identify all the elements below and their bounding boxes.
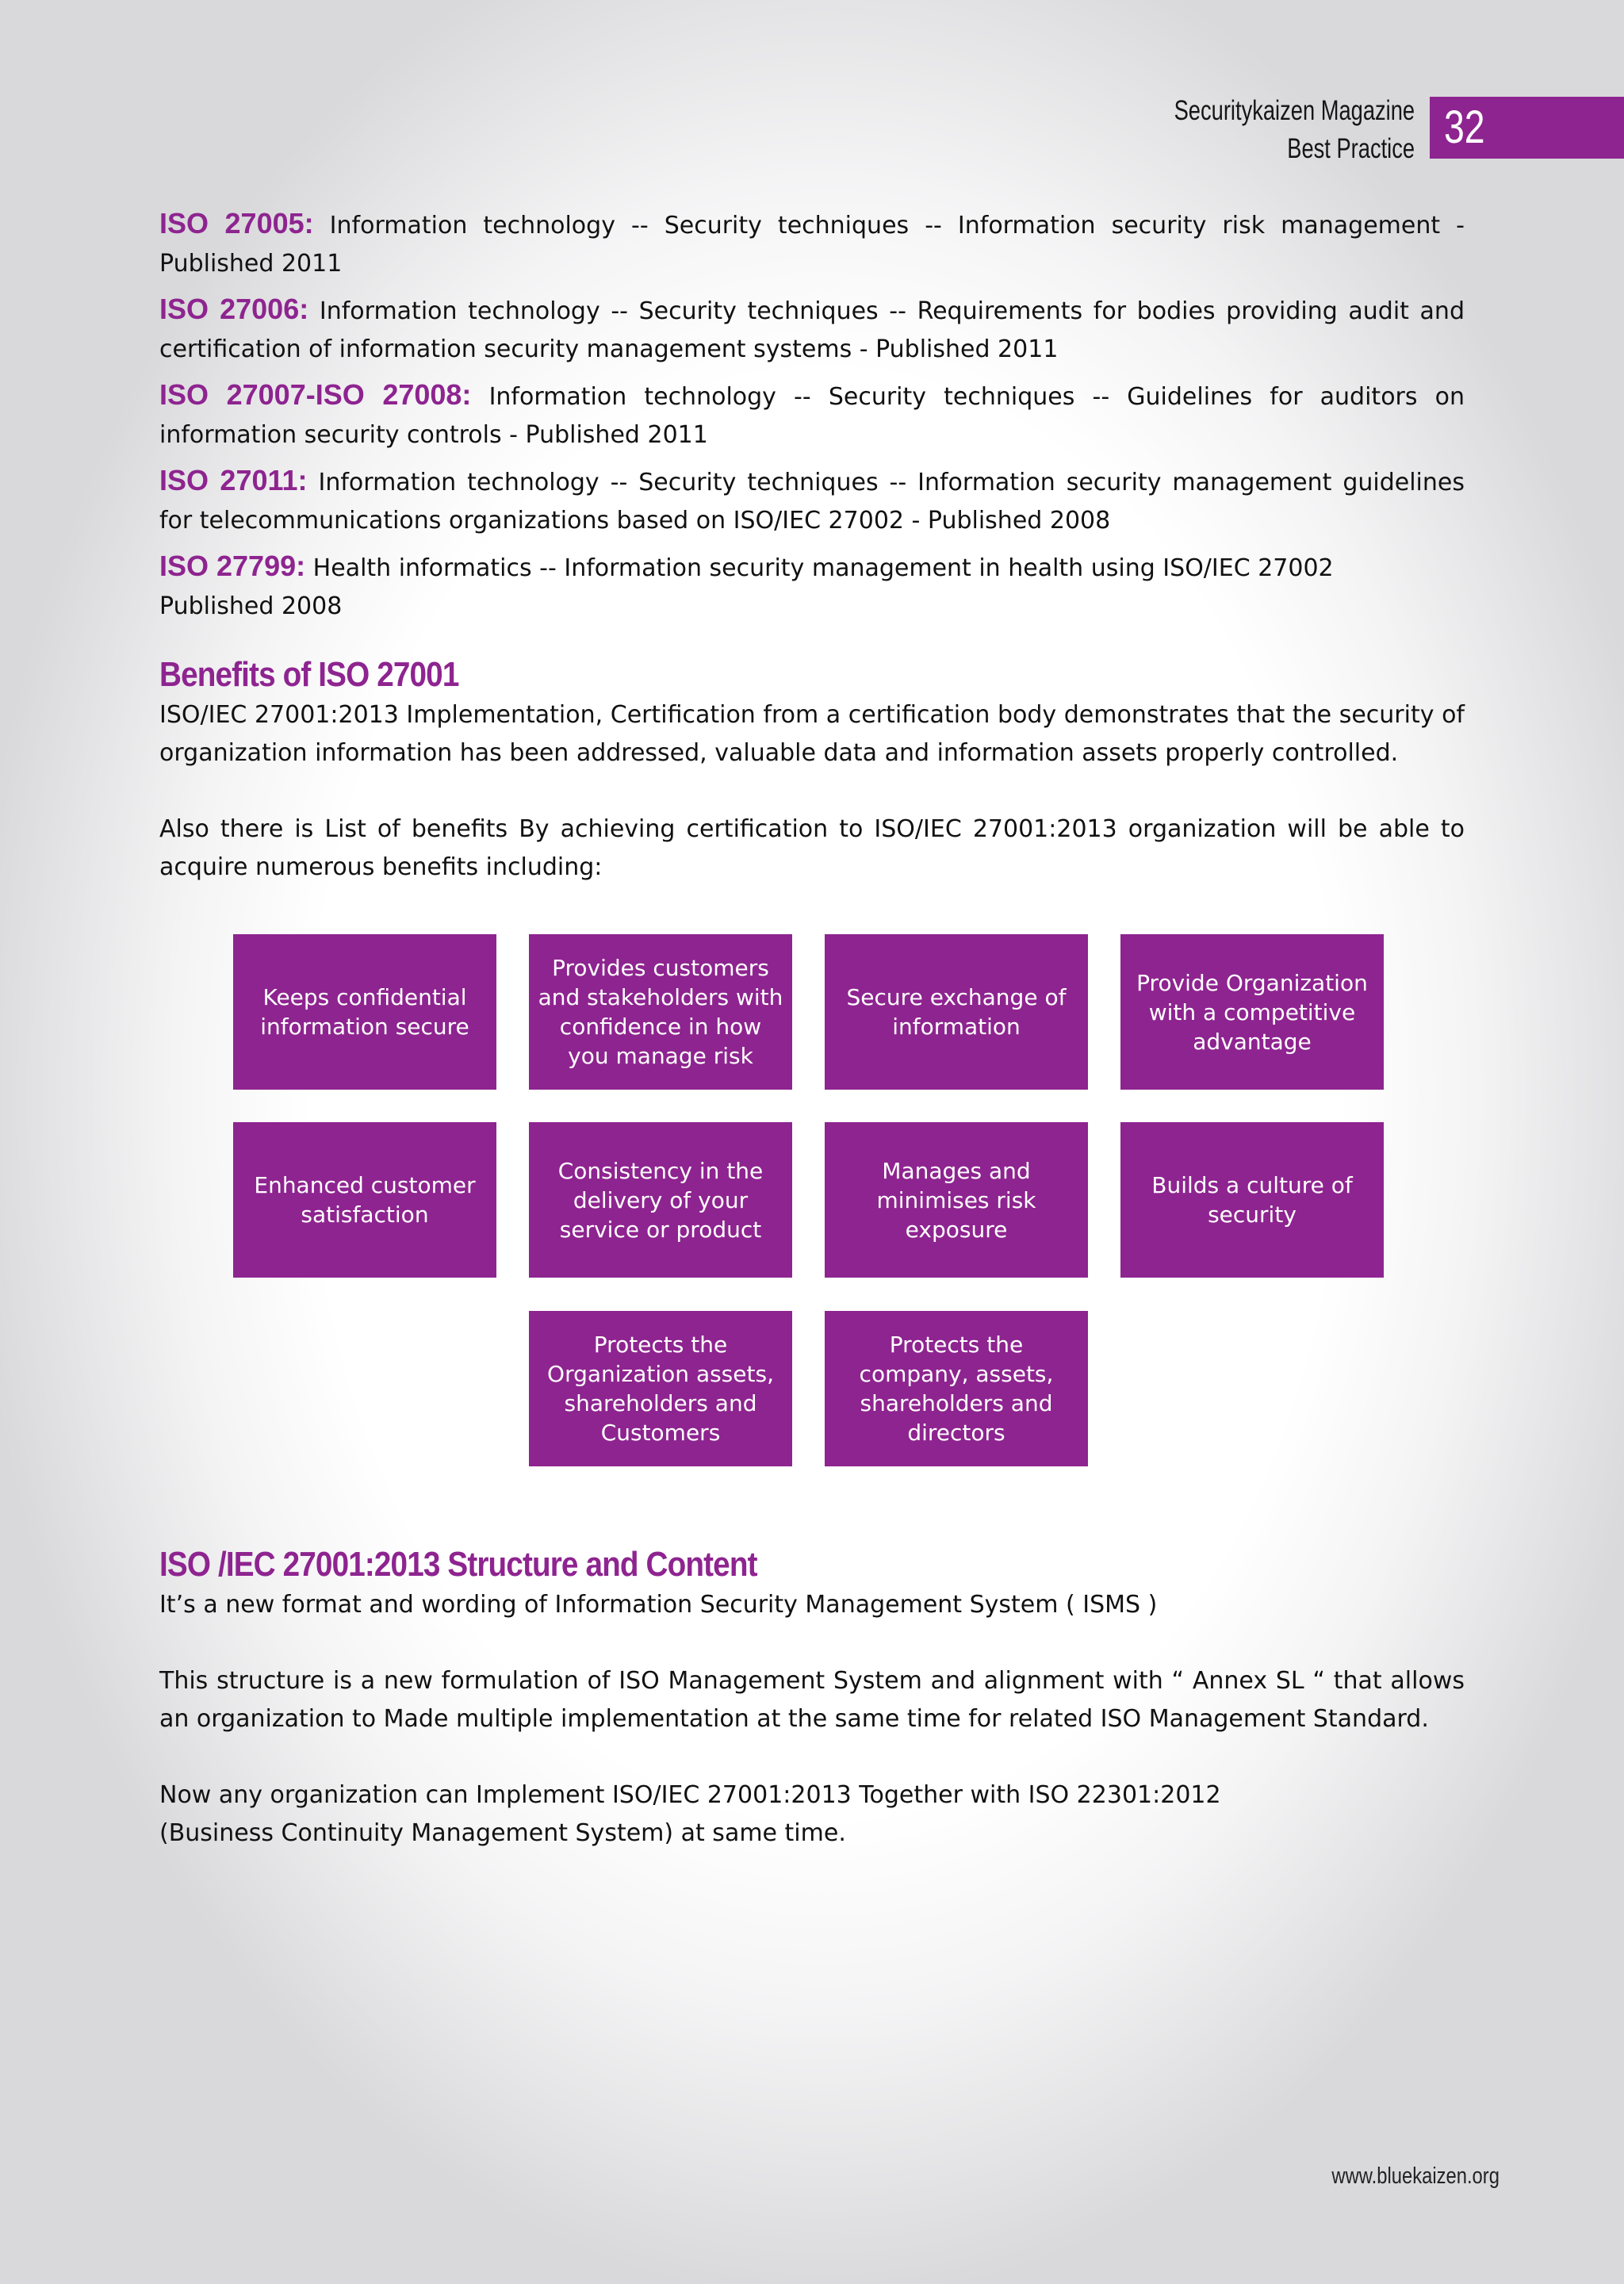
standard-item	[159, 376, 1465, 454]
standard-description: Health informatics -- Information security management in health using ISO/IEC 27002	[312, 554, 1334, 582]
standard-item	[159, 290, 1465, 369]
section-title: Best Practice	[1287, 133, 1415, 164]
standard-description: Information technology -- Security techniques -- Guidelines for auditors on information security controls - Published 2011	[159, 383, 1465, 449]
standard-item	[159, 205, 1465, 283]
standard-code: ISO 27799:	[159, 550, 306, 582]
structure-paragraph-3	[159, 1776, 1465, 1853]
benefits-heading: Benefits of ISO 27001	[159, 655, 459, 694]
standard-item	[159, 547, 1465, 626]
benefit-tile: Provides customers and stakeholders with confidence in how you manage risk	[529, 934, 792, 1090]
benefit-tile: Enhanced customer satisfaction	[233, 1122, 496, 1278]
benefit-tile: Keeps confidential information secure	[233, 934, 496, 1090]
benefit-tile: Builds a culture of security	[1120, 1122, 1384, 1278]
structure-section	[159, 1543, 1465, 1853]
structure-paragraph-3-line-1: Now any organization can Implement ISO/IEC 27001:2013 Together with ISO 22301:2012	[159, 1781, 1221, 1809]
structure-heading: ISO /IEC 27001:2013 Structure and Content	[159, 1545, 757, 1584]
benefit-tile: Protects the company, assets, shareholders and directors	[825, 1311, 1088, 1466]
standard-published: Published 2008	[159, 592, 343, 620]
standard-description: Information technology -- Security techniques -- Information security risk management - Published 2011	[159, 212, 1465, 278]
standard-code: ISO 27007-ISO 27008:	[159, 378, 472, 411]
benefits-paragraph-1: ISO/IEC 27001:2013 Implementation, Certification from a certification body demonstrates that the security of organization information has been addressed, valuable data and information assets properly controlled.	[159, 701, 1465, 767]
benefit-tile: Provide Organization with a competitive advantage	[1120, 934, 1384, 1090]
standard-code: ISO 27005:	[159, 207, 314, 240]
footer-url[interactable]: www.bluekaizen.org	[1331, 2163, 1500, 2189]
benefit-tile: Secure exchange of information	[825, 934, 1088, 1090]
standard-code: ISO 27006:	[159, 293, 309, 325]
standard-description: Information technology -- Security techniques -- Information security management guidelines for telecommunications organizations based on ISO/IEC 27002 - Published 2008	[159, 469, 1465, 535]
page-number-badge	[1430, 97, 1624, 159]
standard-code: ISO 27011:	[159, 464, 308, 496]
structure-paragraph-2: This structure is a new formulation of ISO Management System and alignment with “ Annex SL “ that allows an organization to Made multiple implementation at the same time for related ISO Management Standard.	[159, 1667, 1465, 1733]
magazine-header	[1174, 92, 1415, 168]
benefits-section	[159, 653, 1465, 887]
benefit-tile: Manages and minimises risk exposure	[825, 1122, 1088, 1278]
standard-item	[159, 462, 1465, 540]
benefit-tile: Protects the Organization assets, shareholders and Customers	[529, 1311, 792, 1466]
standard-description: Information technology -- Security techniques -- Requirements for bodies providing audit and certification of information security management systems - Published 2011	[159, 297, 1465, 363]
benefits-paragraph-2: Also there is List of benefits By achieving certification to ISO/IEC 27001:2013 organization will be able to acquire numerous benefits including:	[159, 815, 1465, 881]
benefit-tile: Consistency in the delivery of your service or product	[529, 1122, 792, 1278]
structure-paragraph-3-line-2: (Business Continuity Management System) at same time.	[159, 1819, 846, 1847]
standards-list	[159, 205, 1465, 633]
page-number: 32	[1444, 102, 1485, 153]
structure-paragraph-1: It’s a new format and wording of Information Security Management System ( ISMS )	[159, 1591, 1158, 1619]
magazine-title: Securitykaizen Magazine	[1174, 95, 1415, 126]
